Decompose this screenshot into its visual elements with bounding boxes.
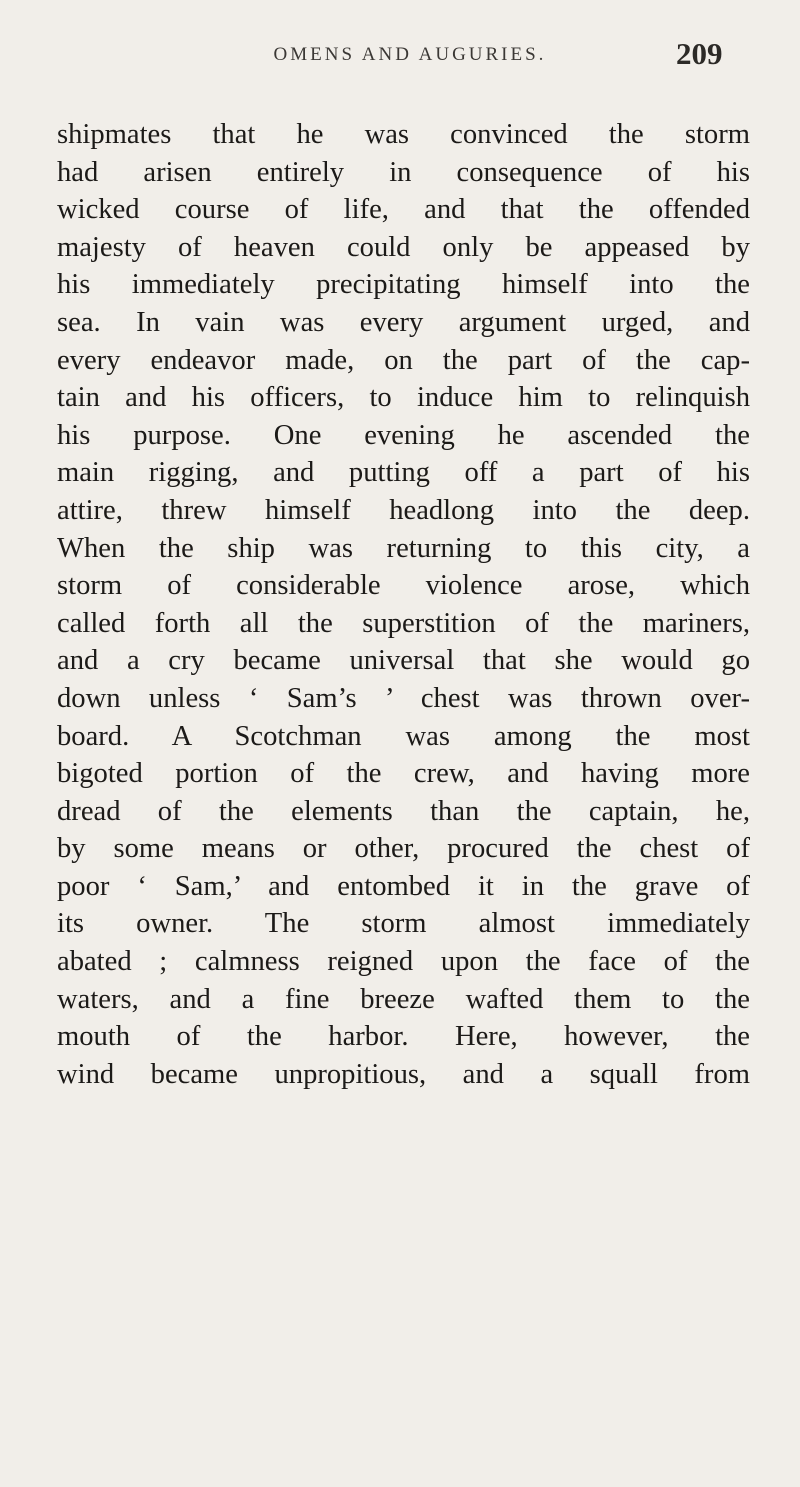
text-line: storm of considerable violence arose, which	[57, 570, 750, 602]
text-line: and a cry became universal that she would go	[57, 645, 750, 677]
text-line: his purpose. One evening he ascended the	[57, 419, 750, 451]
text-line: mouth of the harbor. Here, however, the	[57, 1021, 750, 1053]
text-line: dread of the elements than the captain, he,	[57, 795, 750, 827]
text-line: had arisen entirely in consequence of his	[57, 156, 750, 188]
body-text	[57, 116, 750, 1093]
text-line: tain and his officers, to induce him to relinquish	[57, 382, 750, 414]
text-line: sea. In vain was every argument urged, and	[57, 306, 750, 338]
text-line: poor ‘ Sam,’ and entombed it in the grave of	[57, 870, 750, 902]
text-line: by some means or other, procured the chest of	[57, 833, 750, 865]
text-line: board. A Scotchman was among the most	[57, 720, 750, 752]
text-line: down unless ‘ Sam’s ’ chest was thrown over-	[57, 682, 750, 714]
text-line: waters, and a fine breeze wafted them to the	[57, 983, 750, 1015]
text-line: main rigging, and putting off a part of his	[57, 457, 750, 489]
text-line: his immediately precipitating himself into the	[57, 269, 750, 301]
running-title: OMENS AND AUGURIES.	[273, 44, 547, 65]
text-line: abated ; calmness reigned upon the face of the	[57, 946, 750, 978]
text-line: bigoted portion of the crew, and having more	[57, 758, 750, 790]
running-header	[0, 36, 800, 76]
text-line: majesty of heaven could only be appeased by	[57, 231, 750, 263]
text-line: shipmates that he was convinced the storm	[57, 119, 750, 150]
text-line: When the ship was returning to this city, a	[57, 532, 750, 564]
page-number: 209	[676, 36, 723, 71]
text-line: wicked course of life, and that the offended	[57, 194, 750, 226]
text-line: wind became unpropitious, and a squall from	[57, 1058, 750, 1090]
text-line: called forth all the superstition of the mariners,	[57, 607, 750, 639]
text-line: every endeavor made, on the part of the cap-	[57, 344, 750, 376]
text-line: attire, threw himself headlong into the deep.	[57, 494, 750, 526]
text-line: its owner. The storm almost immediately	[57, 908, 750, 940]
